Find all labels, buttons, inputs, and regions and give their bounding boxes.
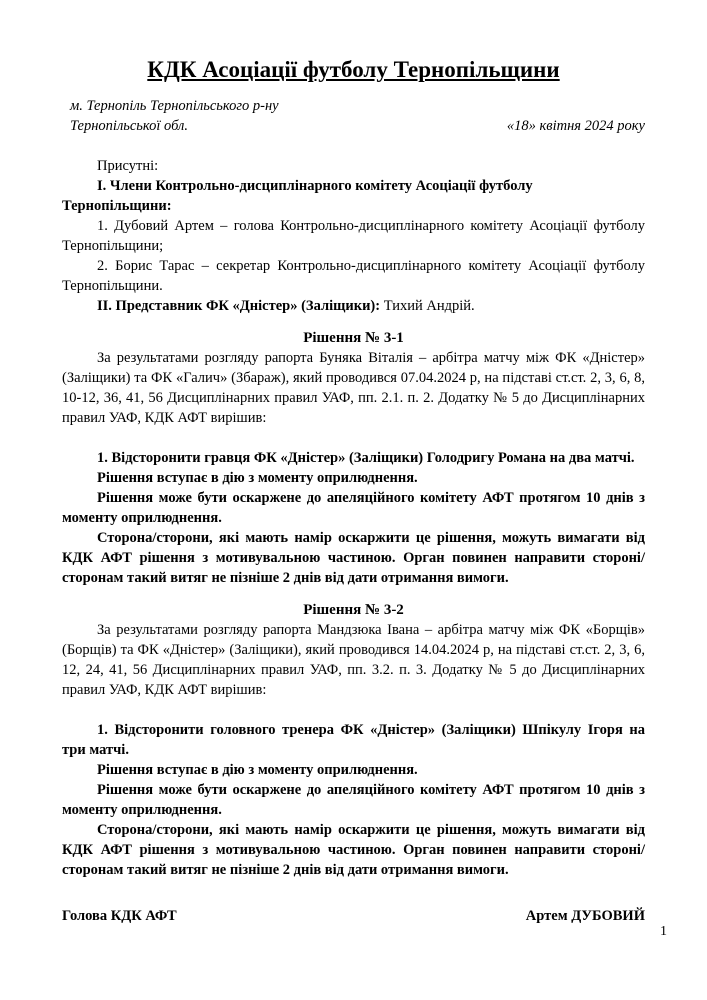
page-number: 1 bbox=[660, 924, 667, 939]
decision-2-effective: Рішення вступає в дію з моменту оприлюднення. bbox=[97, 762, 418, 778]
place-date-block bbox=[62, 96, 645, 136]
decision-1-effective: Рішення вступає в дію з моменту оприлюднення. bbox=[97, 470, 418, 486]
signature-role: Голова КДК АФТ bbox=[62, 908, 177, 924]
attendance-section bbox=[62, 156, 645, 316]
decision-1-intro: За результатами розгляду рапорта Буняка Віталія – арбітра матчу між ФК «Дністер» (Заліщики) та ФК «Галич» (Збараж), який проводився 07.04.2024 р, на підставі ст.ст. 2, 3, 6, 8, 10-12, 36, 41, 56 Дисциплінарних правил УАФ, пп. 2.1. п. 2. Додатку № 5 до Дисциплінарних правил УАФ, КДК АФТ вирішив: bbox=[62, 350, 645, 426]
members-heading: І. Члени Контрольно-дисциплінарного комітету Асоціації футболу Тернопільщини: bbox=[62, 178, 533, 214]
document-title: КДК Асоціації футболу Тернопільщини bbox=[147, 57, 560, 82]
representative-line bbox=[62, 296, 645, 316]
decision-1-appeal: Рішення може бути оскаржене до апеляційного комітету АФТ протягом 10 днів з моменту оприлюднення. bbox=[62, 490, 645, 526]
place-line-1: м. Тернопіль Тернопільського р-ну bbox=[70, 98, 279, 114]
representative-label: ІІ. Представник ФК «Дністер» (Заліщики): bbox=[97, 298, 381, 314]
place-line-2: Тернопільської обл. bbox=[70, 118, 188, 134]
decision-1-heading: Рішення № 3-1 bbox=[303, 330, 404, 346]
present-label: Присутні: bbox=[97, 158, 159, 174]
representative-name: Тихий Андрій. bbox=[380, 298, 475, 314]
member-line-1: 1. Дубовий Артем – голова Контрольно-дисциплінарного комітету Асоціації футболу Тернопільщини; bbox=[62, 218, 645, 254]
decision-1-extract: Сторона/сторони, які мають намір оскаржити це рішення, можуть вимагати від КДК АФТ рішення з мотивувальною частиною. Орган повинен направити стороні/сторонам такий витяг не пізніше 2 днів від дати отримання вимоги. bbox=[62, 530, 645, 586]
signature-name: Артем ДУБОВИЙ bbox=[525, 908, 645, 924]
decision-2-heading: Рішення № 3-2 bbox=[303, 602, 404, 618]
member-line-2: 2. Борис Тарас – секретар Контрольно-дисциплінарного комітету Асоціації футболу Тернопільщини. bbox=[62, 258, 645, 294]
decision-section-2 bbox=[62, 600, 645, 880]
decision-section-1 bbox=[62, 328, 645, 588]
decision-2-resolution: 1. Відсторонити головного тренера ФК «Дністер» (Заліщики) Шпікулу Ігоря на три матчі. bbox=[62, 722, 645, 758]
place-block bbox=[62, 96, 279, 136]
decision-2-appeal: Рішення може бути оскаржене до апеляційного комітету АФТ протягом 10 днів з моменту оприлюднення. bbox=[62, 782, 645, 818]
decision-2-intro: За результатами розгляду рапорта Мандзюка Івана – арбітра матчу між ФК «Борщів» (Борщів) та ФК «Дністер» (Заліщики), який проводився 14.04.2024 р, на підставі ст.ст. 2, 3, 6, 12, 24, 41, 56 Дисциплінарних правил УАФ, пп. 3.2. п. 3. Додатку № 5 до Дисциплінарних правил УАФ, КДК АФТ вирішив: bbox=[62, 622, 645, 698]
signature-block bbox=[62, 906, 645, 926]
document-date: «18» квітня 2024 року bbox=[506, 118, 645, 134]
decision-1-resolution: 1. Відсторонити гравця ФК «Дністер» (Заліщики) Голодригу Романа на два матчі. bbox=[97, 450, 635, 466]
decision-2-extract: Сторона/сторони, які мають намір оскаржити це рішення, можуть вимагати від КДК АФТ рішення з мотивувальною частиною. Орган повинен направити стороні/сторонам такий витяг не пізніше 2 днів від дати отримання вимоги. bbox=[62, 822, 645, 878]
